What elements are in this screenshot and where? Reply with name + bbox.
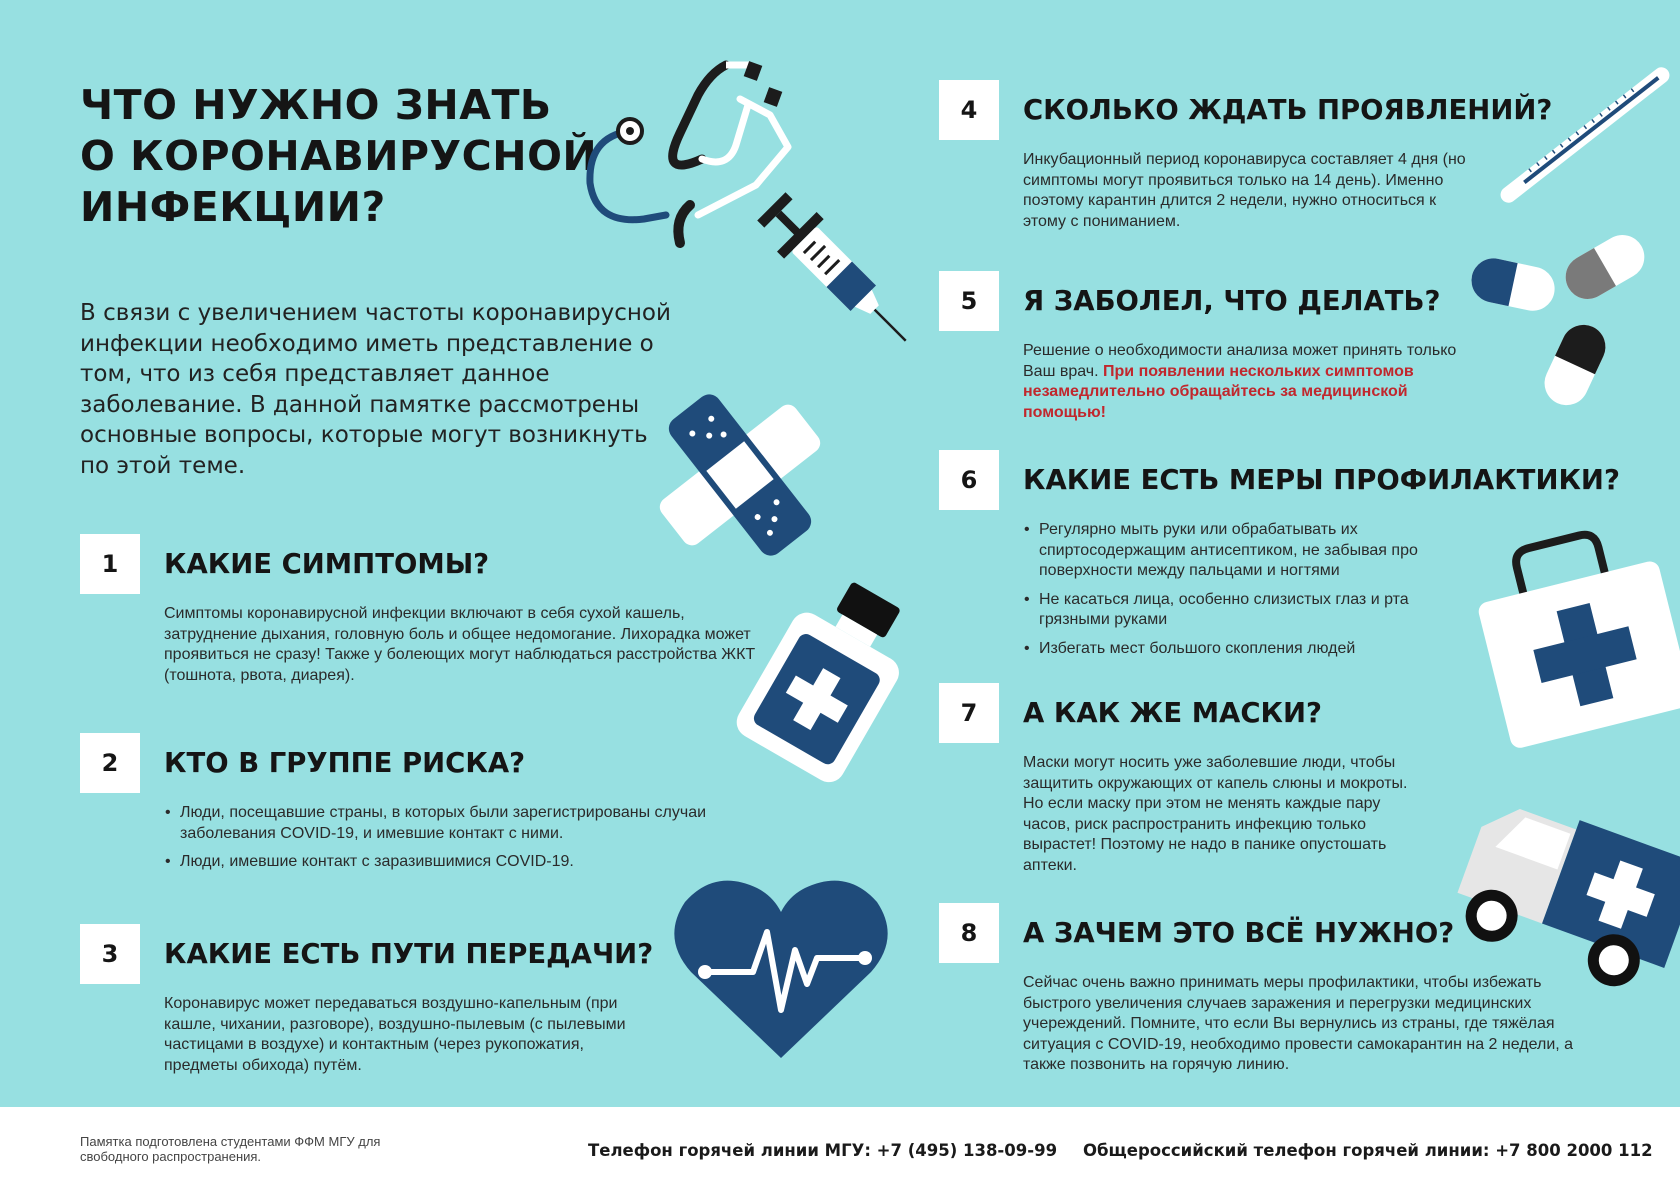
thermometer-icon [1490,55,1680,215]
section-bullets [164,803,744,881]
bullet-item: • Люди, имевшие контакт с заразившимися COVID-19. [164,852,744,873]
section-text: Инкубационный период коронавируса составляет 4 дня (но симптомы могут проявиться только на 14 день). Именно поэтому карантин длится 2 недели, нужно относиться к этому с пониманием. [1023,151,1466,230]
bullet-item: • Регулярно мыть руки или обрабатывать их спиртосодержащим антисептиком, не забывая про поверхности между пальцами и ногтями [1023,520,1443,582]
bandage-icon [650,385,830,565]
section-number: 8 [939,903,999,963]
section-heading: А ЗАЧЕМ ЭТО ВСЁ НУЖНО? [1023,917,1455,949]
section-text-plain: Решение о необходимости анализа может принять только Ваш врач. [1023,342,1457,380]
section-heading: КАКИЕ ЕСТЬ МЕРЫ ПРОФИЛАКТИКИ? [1023,464,1620,496]
section-heading: КТО В ГРУППЕ РИСКА? [164,747,526,779]
medicine-bottle-icon [730,570,920,780]
section-text: Коронавирус может передаваться воздушно-капельным (при кашле, чихании, разговоре), воздушно-пылевым (с пылевыми частицами в воздухе) и контактным (через рукопожатия, предметы обихода) путём. [164,995,626,1074]
intro-text: В связи с увеличением частоты коронавирусной инфекции необходимо иметь представление о том, что из себя представляет данное заболевание. В данной памятке рассмотрены основные вопросы, которые могут возникнуть по этой теме. [80,300,671,479]
section-bullets [1023,520,1443,667]
section-number: 2 [80,733,140,793]
section-text: Сейчас очень важно принимать меры профилактики, чтобы избежать быстрого увеличения случаев заражения и перегрузки медицинских учереждений. Помните, что если Вы вернулись из страны, где тяжёлая ситуация с COVID-19, необходимо провести самокарантин на 2 недели, а также позвонить на горячую линию. [1023,974,1574,1073]
section-number: 4 [939,80,999,140]
section-heading: А КАК ЖЕ МАСКИ? [1023,697,1322,729]
first-aid-kit-icon [1475,525,1680,745]
section-text: Симптомы коронавирусной инфекции включают в себя сухой кашель, затруднение дыхания, головную боль и общее недомогание. Лихорадка может проявиться не сразу! Также у болеющих могут наблюдаться расстройства ЖКТ (тошнота, рвота, диарея). [164,605,756,684]
page-title: ЧТО НУЖНО ЗНАТЬ О КОРОНАВИРУСНОЙ ИНФЕКЦИИ? [80,81,598,231]
section-text: Маски могут носить уже заболевшие люди, чтобы защитить окружающих от капель слюны и мокроты. Но если маску при этом не менять каждые пару часов, риск распространить инфекцию только вырастет! Поэтому не надо в панике опустошать аптеки. [1023,754,1408,874]
hotline-msu: Телефон горячей линии МГУ: +7 (495) 138-09-99 [588,1141,1058,1160]
section-heading: КАКИЕ СИМПТОМЫ? [164,548,490,580]
section-number: 3 [80,924,140,984]
bullet-item: • Не касаться лица, особенно слизистых глаз и рта грязными руками [1023,590,1443,631]
footer-note: Памятка подготовлена студентами ФФМ МГУ для свободного распространения. [80,1134,381,1164]
section-number: 5 [939,271,999,331]
footer [0,1107,1680,1187]
hotline-russia: Общероссийский телефон горячей линии: +7 800 2000 112 [1083,1141,1653,1160]
section-heading: СКОЛЬКО ЖДАТЬ ПРОЯВЛЕНИЙ? [1023,94,1553,126]
section-heading: Я ЗАБОЛЕЛ, ЧТО ДЕЛАТЬ? [1023,285,1441,317]
section-text [1023,341,1463,423]
ambulance-icon [1455,790,1680,990]
heart-pulse-icon [675,880,887,1060]
section-heading: КАКИЕ ЕСТЬ ПУТИ ПЕРЕДАЧИ? [164,938,654,970]
bullet-item: • Люди, посещавшие страны, в которых были зарегистрированы случаи заболевания COVID-19, и имевшие контакт с ними. [164,803,744,844]
syringe-icon [745,180,925,360]
bullet-item: • Избегать мест большого скопления людей [1023,639,1443,660]
section-number: 1 [80,534,140,594]
pills-icon [1465,235,1670,420]
section-number: 7 [939,683,999,743]
section-number: 6 [939,450,999,510]
warning-text: При появлении нескольких симптомов незамедлительно обращайтесь за медицинской помощью! [1023,362,1414,421]
